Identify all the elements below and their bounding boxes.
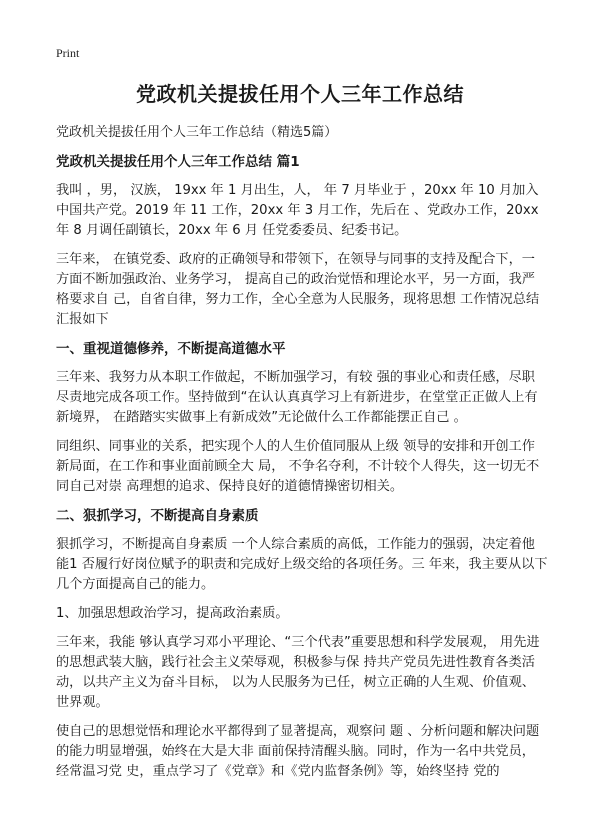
section-heading-1: 一、重视道德修养，不断提高道德水平 [56, 341, 286, 357]
paragraph-overview: 三年来， 在镇党委、政府的正确领导和带领下，在领导与同事的支持及配合下，一方面不断加强政治、业务学习， 提高自己的政治觉悟和理论水平，另一方面，我严格要求自 己，自省自律，努力工作，全心全意为人民服务，现将思想 工作情况总结汇报如下 [56, 252, 540, 327]
paragraph-morality-1: 三年来、我努力从本职工作做起，不断加强学习，有较 强的事业心和责任感，尽职尽责地完成各项工作。坚持做到“在认认真真学习上有新进步，在堂堂正正做人上有新境界， 在踏踏实实做事上有新成效”无论做什么工作都能摆正自己 。 [56, 370, 538, 425]
document-subtitle: 党政机关提拔任用个人三年工作总结（精选5篇） [56, 125, 338, 140]
paragraph-study-1: 狠抓学习，不断提高自身素质 一个人综合素质的高低，工作能力的强弱，决定着他能1 否履行好岗位赋予的职责和完成好上级交给的各项任务。三 年来，我主要从以下几个方面提高自己的能力。 [56, 537, 548, 592]
page-title: 党政机关提拔任用个人三年工作总结 [136, 82, 464, 106]
paragraph-study-2: 三年来，我能 够认真学习邓小平理论、“三个代表”重要思想和科学发展观， 用先进的思想武装大脑，践行社会主义荣辱观，积极参与保 持共产党员先进性教育各类活动，以共产主义为奋斗目标， 以为人民服务为已任，树立正确的人生观、价值观、世界观。 [56, 635, 540, 710]
paragraph-intro: 我叫 ，男， 汉族， 19xx 年 1 月出生，人， 年 7 月毕业于 ，20xx 年 10 月加入中国共产党。2019 年 11 工作，20xx 年 3 月工作，先后在 、党政办工作，20xx 年 8 月调任副镇长，20xx 年 6 月 任党委委员、纪委书记。 [56, 183, 539, 238]
subsection-heading-1: 1、加强思想政治学习，提高政治素质。 [56, 606, 289, 621]
section-heading-2: 二、狠抓学习，不断提高自身素质 [56, 508, 259, 524]
article-body [56, 152, 548, 791]
print-label: Print [56, 46, 80, 60]
paragraph-morality-2: 同组织、同事业的关系，把实现个人的人生价值同服从上级 领导的安排和开创工作新局面，在工作和事业面前顾全大 局， 不争名夺利，不计较个人得失，这一切无不同自己对崇 高理想的追求、保持良好的道德情操密切相关。 [56, 439, 540, 494]
paragraph-study-3: 使自己的思想觉悟和理论水平都得到了显著提高，观察问 题 、分析问题和解决问题的能力明显增强，始终在大是大非 面前保持清醒头脑。同时，作为一名中共党员，经常温习党 史，重点学习了《党章》和《党内监督条例》等，始终坚持 党的 [56, 724, 540, 779]
article-heading: 党政机关提拔任用个人三年工作总结 篇1 [56, 154, 300, 170]
